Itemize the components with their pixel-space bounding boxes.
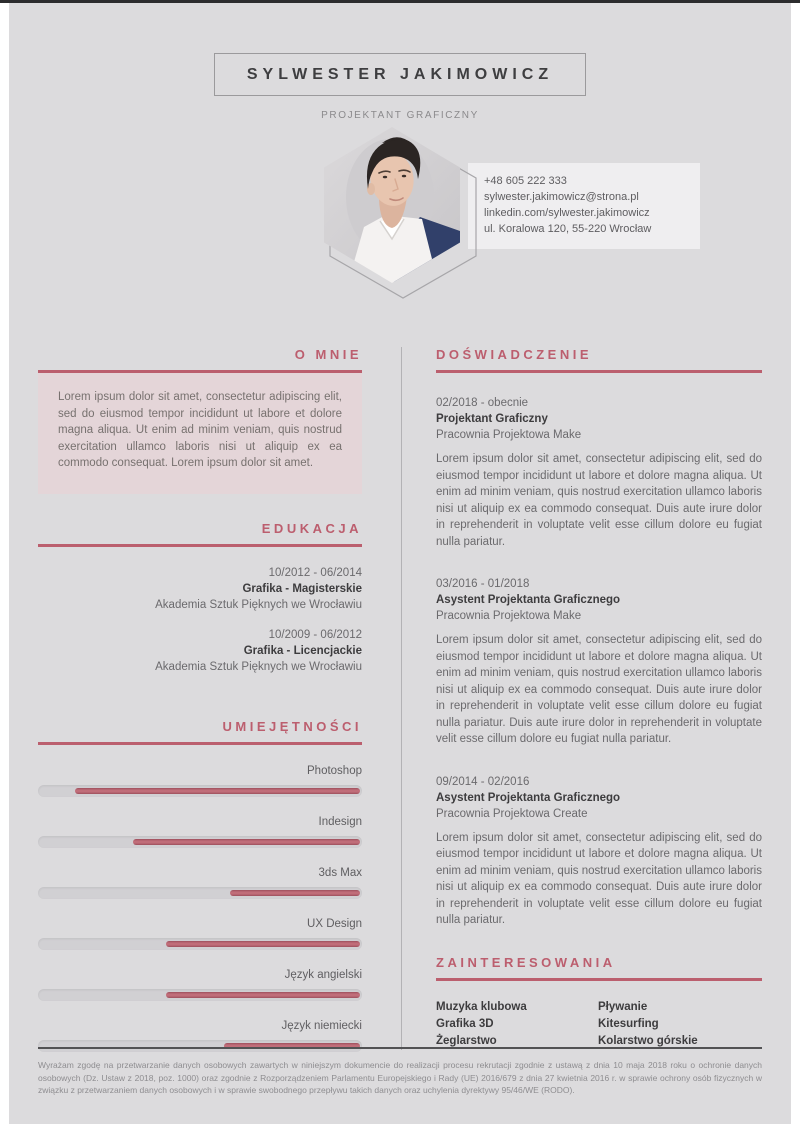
rodo-consent-text: Wyrażam zgodę na przetwarzanie danych osobowych zawartych w niniejszym dokumencie do realizacji procesu rekrutacji zgodnie z ustawą z dnia 10 maja 2018 roku o ochronie danych osobowych (Dz. Ustaw z 2018, poz. 1000) oraz zgodnie z Rozporządzeniem Parlamentu Europejskiego i Rady (UE) 2016/679 z dnia 27 kwietnia 2016 r. w sprawie ochrony osób fizycznych w związku z przetwarzaniem danych osobowych i w sprawie swobodnego przepływu takich danych oraz uchylenia dyrektywy 95/46/WE (RODO). <box>38 1060 762 1095</box>
contact-card <box>468 163 700 249</box>
contact-linkedin: linkedin.com/sylwester.jakimowicz <box>484 207 650 219</box>
section-education <box>38 521 362 675</box>
interest-item: Kolarstwo górskie <box>598 1034 698 1047</box>
experience-entry <box>436 395 762 550</box>
footer <box>38 1047 762 1097</box>
experience-entry <box>436 774 762 929</box>
skills-rule <box>38 742 362 745</box>
skill-label: Indesign <box>318 815 362 828</box>
left-column <box>38 347 362 1071</box>
skill-bar <box>38 989 362 1001</box>
education-school: Akademia Sztuk Pięknych we Wrocławiu <box>155 660 362 673</box>
cv-document <box>9 3 791 1124</box>
experience-description: Lorem ipsum dolor sit amet, consectetur adipiscing elit, sed do eiusmod tempor incididunt ut labore et dolore magna aliqua. Ut enim ad minim veniam, quis nostrud exercitation ullamco laboris nisi ut aliquip ex ea commodo consequat. Duis aute irure dolor in reprehenderit in voluptate velit esse cillum dolore eu fugiat nulla pariatur. Duis aute irure dolor in reprehenderit in voluptate velit esse cillum dolore eu fugiat nulla pariatur. <box>436 634 762 745</box>
skill-bar <box>38 887 362 899</box>
skill-row <box>38 969 362 1001</box>
contact-email: sylwester.jakimowicz@strona.pl <box>484 191 639 203</box>
experience-description: Lorem ipsum dolor sit amet, consectetur adipiscing elit, sed do eiusmod tempor incididunt ut labore et dolore magna aliqua. Ut enim ad minim veniam, quis nostrud exercitation ullamco laboris nisi ut aliquip ex ea commodo consequat. Duis aute irure dolor in reprehenderit in voluptate velit esse cillum dolore eu fugiat nulla pariatur. <box>436 453 762 548</box>
interest-item: Pływanie <box>598 1000 648 1013</box>
experience-description: Lorem ipsum dolor sit amet, consectetur adipiscing elit, sed do eiusmod tempor incididunt ut labore et dolore magna aliqua. Ut enim ad minim veniam, quis nostrud exercitation ullamco laboris nisi ut aliquip ex ea commodo consequat. Duis aute irure dolor in reprehenderit in voluptate velit esse cillum dolore eu fugiat nulla pariatur. <box>436 831 762 926</box>
about-text: Lorem ipsum dolor sit amet, consectetur adipiscing elit, sed do eiusmod tempor incididunt ut labore et dolore magna aliqua. Ut enim ad minim veniam, quis nostrud exercitation ullamco laboris nisi ut aliquip ex ea commodo consequat. Lorem ipsum dolor sit amet. <box>58 391 342 469</box>
experience-company: Pracownia Projektowa Create <box>436 807 588 820</box>
experience-company: Pracownia Projektowa Make <box>436 429 582 441</box>
skills-list <box>38 765 362 1052</box>
skill-label: 3ds Max <box>318 866 362 879</box>
education-title: EDUKACJA <box>261 520 362 536</box>
skill-bar <box>38 836 362 848</box>
experience-role: Projektant Graficzny <box>436 413 548 425</box>
experience-entry <box>436 576 762 748</box>
experience-company: Pracownia Projektowa Make <box>436 610 582 622</box>
experience-list <box>436 395 762 929</box>
education-degree: Grafika - Licencjackie <box>243 644 362 657</box>
education-degree: Grafika - Magisterskie <box>242 582 362 595</box>
contact-address: ul. Koralowa 120, 55-220 Wrocław <box>484 223 652 235</box>
contact-phone: +48 605 222 333 <box>484 175 567 187</box>
section-skills <box>38 719 362 1052</box>
interest-item: Muzyka klubowa <box>436 1000 527 1013</box>
skill-label: UX Design <box>307 917 362 930</box>
skill-label: Photoshop <box>307 764 362 777</box>
education-rule <box>38 544 362 547</box>
education-school: Akademia Sztuk Pięknych we Wrocławiu <box>155 598 362 611</box>
main-content <box>9 347 791 1071</box>
education-entry <box>38 627 362 675</box>
experience-dates: 03/2016 - 01/2018 <box>436 578 530 590</box>
experience-dates: 02/2018 - obecnie <box>436 397 529 409</box>
education-dates: 10/2009 - 06/2012 <box>268 628 362 641</box>
education-list <box>38 565 362 675</box>
interests-column <box>598 999 760 1050</box>
skill-label: Język niemiecki <box>281 1019 362 1032</box>
interest-item: Grafika 3D <box>436 1017 494 1030</box>
skill-row <box>38 765 362 797</box>
about-box <box>38 373 362 494</box>
skill-row <box>38 918 362 950</box>
interests-grid <box>436 999 762 1050</box>
person-name: SYLWESTER JAKIMOWICZ <box>246 66 554 83</box>
section-experience <box>436 347 762 929</box>
skill-row <box>38 816 362 848</box>
skill-bar-fill <box>230 890 360 896</box>
experience-role: Asystent Projektanta Graficznego <box>436 594 621 606</box>
person-role: PROJEKTANT GRAFICZNY <box>321 110 479 121</box>
section-about <box>38 347 362 494</box>
skill-row <box>38 867 362 899</box>
interests-title: ZAINTERESOWANIA <box>436 954 616 970</box>
experience-rule <box>436 370 762 373</box>
skill-bar-fill <box>166 992 360 998</box>
profile-section <box>9 127 791 325</box>
interests-column <box>436 999 598 1050</box>
interest-item: Kitesurfing <box>598 1017 659 1030</box>
interest-item: Żeglarstwo <box>436 1034 497 1047</box>
skill-bar <box>38 938 362 950</box>
skill-label: Język angielski <box>284 968 362 981</box>
experience-title: DOŚWIADCZENIE <box>436 347 592 362</box>
interests-rule <box>436 978 762 981</box>
skill-bar <box>38 785 362 797</box>
section-interests <box>436 955 762 1050</box>
experience-role: Asystent Projektanta Graficznego <box>436 791 621 804</box>
header <box>9 3 791 121</box>
education-entry <box>38 565 362 613</box>
skill-bar-fill <box>75 788 360 794</box>
name-box <box>214 53 586 96</box>
skill-bar-fill <box>133 839 360 845</box>
about-title: O MNIE <box>294 347 362 362</box>
skill-bar-fill <box>166 941 360 947</box>
skills-title: UMIEJĘTNOŚCI <box>222 718 362 734</box>
education-dates: 10/2012 - 06/2014 <box>268 566 362 579</box>
footer-rule <box>38 1047 762 1049</box>
right-column <box>401 347 762 1050</box>
experience-dates: 09/2014 - 02/2016 <box>436 775 530 788</box>
